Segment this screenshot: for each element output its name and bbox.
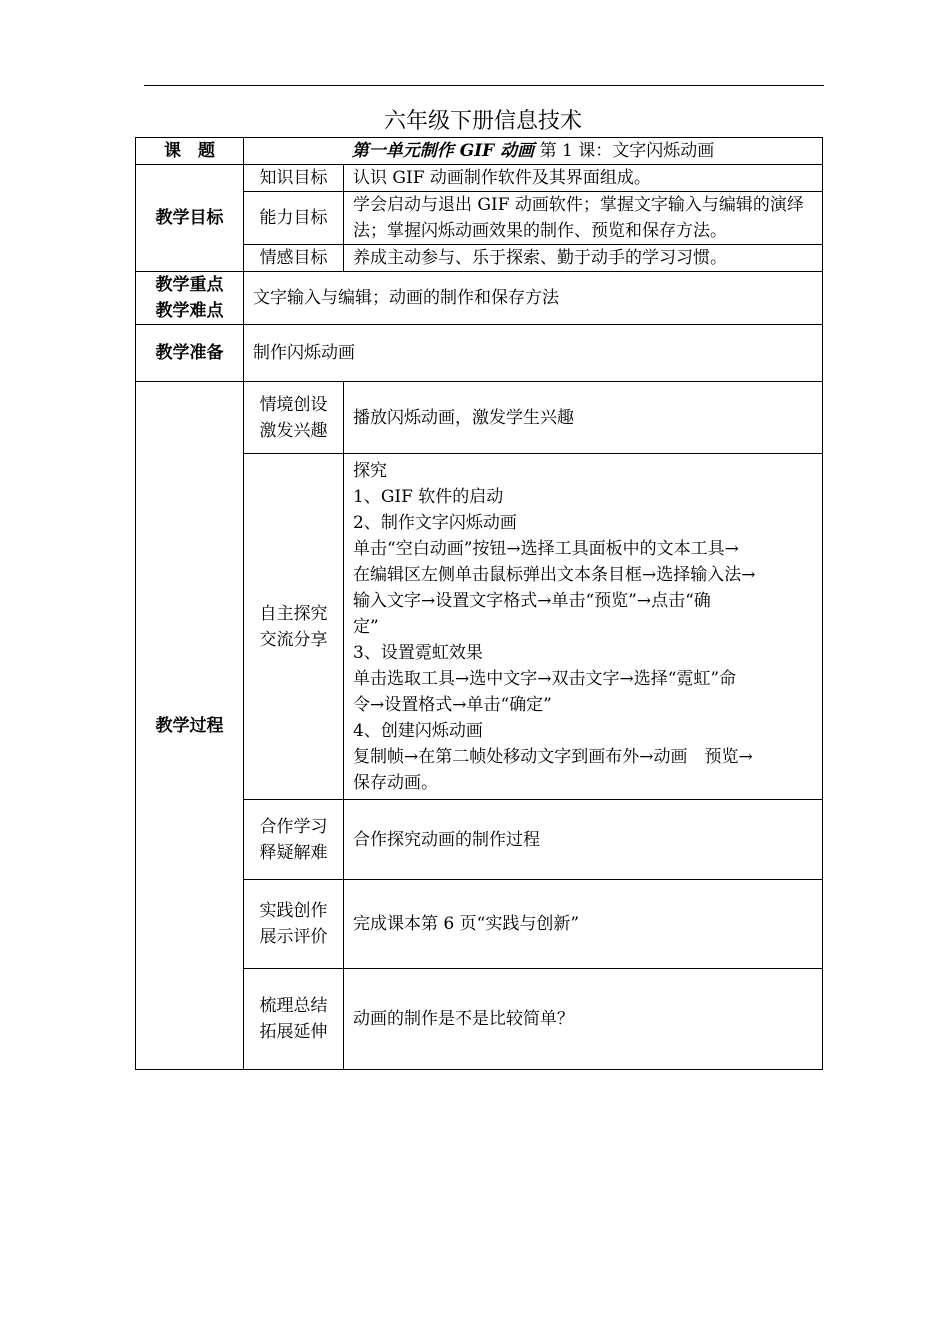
- key-points-label: [136, 272, 244, 325]
- step-label-line2: 交流分享: [259, 629, 328, 650]
- step-line: 3、设置霓虹效果: [353, 642, 483, 663]
- step-label-line1: 情境创设: [259, 394, 328, 415]
- goal-label: 知识目标: [244, 165, 344, 192]
- lesson-plan-table: [135, 137, 823, 1070]
- step-label: [244, 454, 344, 800]
- step-label-line1: 合作学习: [259, 816, 328, 837]
- key-points-text: 文字输入与编辑；动画的制作和保存方法: [244, 272, 823, 325]
- topic-row: [136, 138, 823, 165]
- step-label-line1: 自主探究: [259, 603, 328, 624]
- step-content: [344, 880, 823, 969]
- step-label: [244, 382, 344, 454]
- step-line: 完成课本第 6 页“实践与创新”: [353, 914, 580, 934]
- key-points-label-line1: 教学重点: [155, 275, 224, 295]
- goal-label: 能力目标: [244, 192, 344, 245]
- process-row: [136, 382, 823, 454]
- key-points-row: [136, 272, 823, 325]
- step-line: 单击“空白动画”按钮→选择工具面板中的文本工具→: [353, 538, 739, 559]
- step-label-line2: 激发兴趣: [259, 420, 328, 441]
- step-line: 探究: [353, 460, 387, 481]
- step-line: 单击选取工具→选中文字→双击文字→选择“霓虹”命: [353, 668, 737, 689]
- goal-row-knowledge: [136, 165, 823, 192]
- goal-label: 情感目标: [244, 245, 344, 272]
- unit-title: 第一单元制作 GIF 动画: [351, 141, 535, 161]
- process-label: 教学过程: [136, 382, 244, 1070]
- step-line: 4、创建闪烁动画: [353, 720, 483, 741]
- goal-text: 认识 GIF 动画制作软件及其界面组成。: [344, 165, 823, 192]
- document-title: 六年级下册信息技术: [383, 109, 582, 134]
- step-label-line1: 实践创作: [259, 901, 328, 921]
- goal-text: 养成主动参与、乐于探索、勤于动手的学习习惯。: [344, 245, 823, 272]
- goal-text: 学会启动与退出 GIF 动画软件；掌握文字输入与编辑的演绎法；掌握闪烁动画效果的制作、预览和保存方法。: [344, 192, 823, 245]
- step-line: 1、GIF 软件的启动: [353, 486, 504, 507]
- step-line: 2、制作文字闪烁动画: [353, 512, 517, 533]
- step-label-line1: 梳理总结: [259, 996, 328, 1016]
- step-line: 定”: [353, 616, 379, 637]
- goals-label: 教学目标: [136, 165, 244, 272]
- step-line: 保存动画。: [353, 772, 438, 793]
- step-content: [344, 382, 823, 454]
- step-content: [344, 800, 823, 880]
- step-line: 输入文字→设置文字格式→单击“预览”→点击“确: [353, 590, 711, 611]
- step-label: [244, 800, 344, 880]
- step-line: 合作探究动画的制作过程: [353, 829, 540, 850]
- step-line: 在编辑区左侧单击鼠标弹出文本条目框→选择输入法→: [353, 564, 756, 585]
- step-label: [244, 969, 344, 1070]
- step-label-line2: 释疑解难: [259, 842, 328, 863]
- step-content: [344, 969, 823, 1070]
- step-label-line2: 拓展延伸: [259, 1022, 328, 1042]
- lesson-title: 第 1 课：文字闪烁动画: [539, 141, 715, 161]
- preparation-label: 教学准备: [136, 325, 244, 382]
- key-points-label-line2: 教学难点: [155, 301, 224, 321]
- preparation-row: [136, 325, 823, 382]
- step-label-line2: 展示评价: [259, 927, 328, 947]
- step-label: [244, 880, 344, 969]
- header-rule: [144, 85, 824, 86]
- step-line: 播放闪烁动画，激发学生兴趣: [353, 407, 574, 428]
- topic-label: 课 题: [136, 138, 244, 165]
- topic-value: [244, 138, 823, 165]
- step-line: 复制帧→在第二帧处移动文字到画布外→动画 预览→: [353, 746, 753, 767]
- step-line: 令→设置格式→单击“确定”: [353, 694, 552, 715]
- preparation-text: 制作闪烁动画: [244, 325, 823, 382]
- step-line: 动画的制作是不是比较简单？: [353, 1009, 574, 1029]
- step-content: [344, 454, 823, 800]
